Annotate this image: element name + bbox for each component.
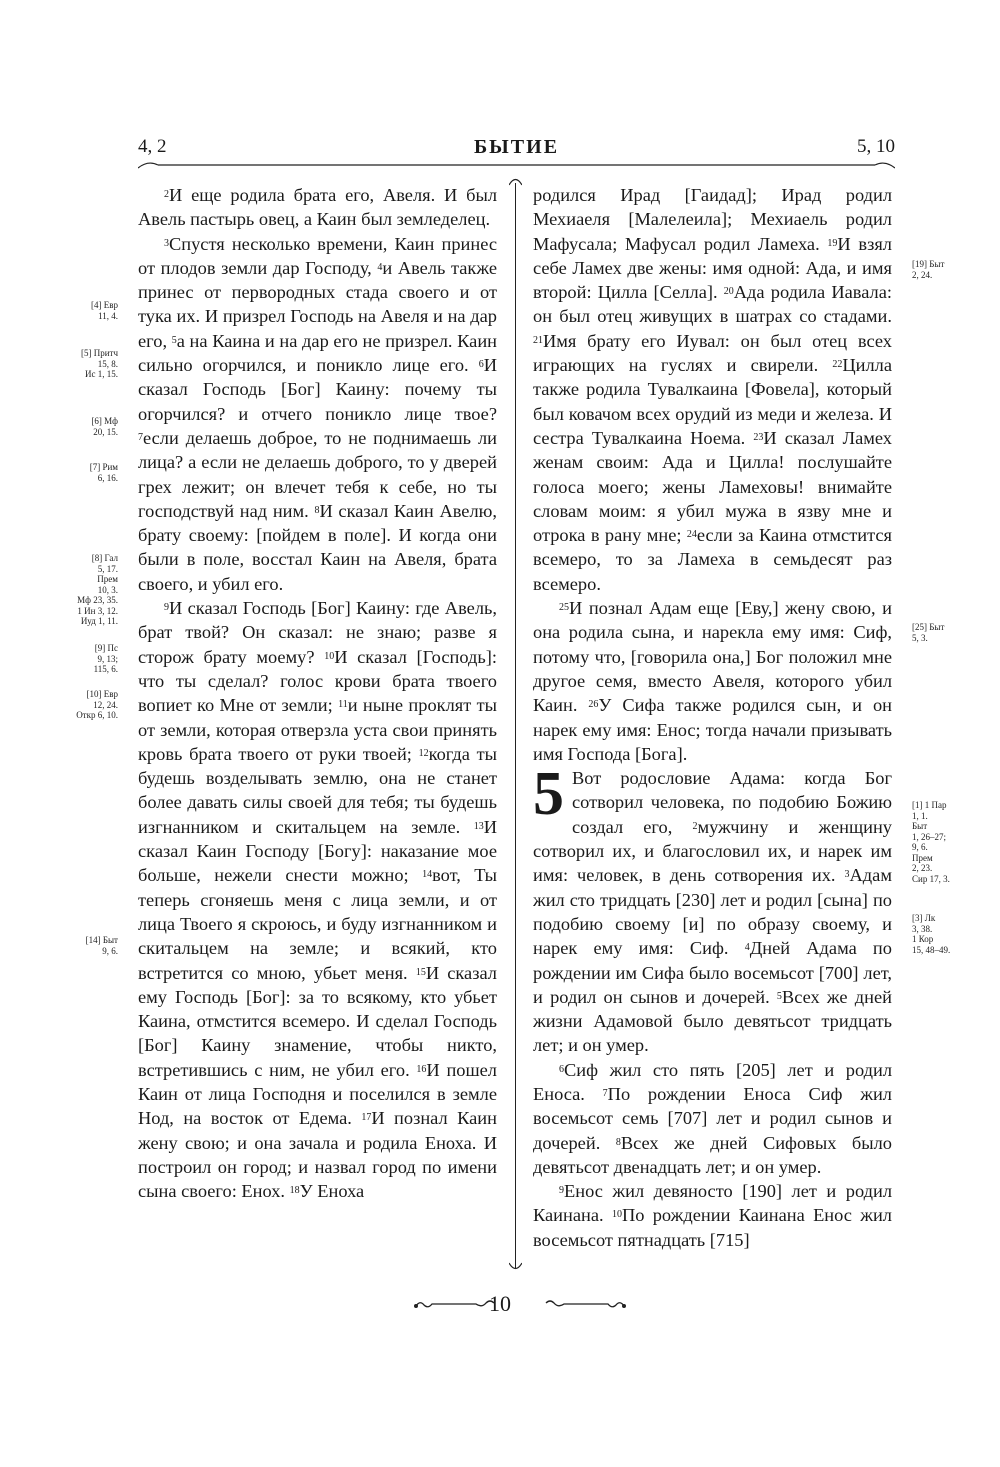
- verse-text: если за Каина отмстится всемеро, то за Ламеха в семьдесят раз всемеро.: [533, 525, 892, 594]
- cross-reference-note: [14] Быт 9, 6.: [85, 935, 118, 956]
- cross-reference-note: [9] Пс 9, 13; 115, 6.: [93, 643, 118, 674]
- verse-number: 18: [289, 1185, 300, 1197]
- right-text-column: [533, 183, 892, 1273]
- verse-text: Имя брату его Иувал: он был отец всех играющих на гуслях и свирели.: [533, 330, 892, 376]
- verse-number: 4: [744, 942, 750, 954]
- verse-text: У Еноха: [299, 1181, 365, 1202]
- cross-reference-note: [5] Притч 15, 8. Ис 1, 15.: [80, 348, 118, 379]
- verse-number: 12: [418, 747, 429, 759]
- verse-text: Дней Адама по рождении им Сифа было восемьсот [700] лет, и родил он сынов и дочерей.: [533, 938, 892, 1007]
- verse-number: 6: [559, 1063, 564, 1075]
- footer-right-ornament: [544, 1297, 628, 1311]
- verse-text: И сказал ему Господь [Бог]: за то всякому, кто убьет Каина, отмстится всемеро. И сделал Господь [Бог] Каину знамение, чтобы никто, встретившись с ним, не убил его.: [138, 962, 497, 1080]
- left-text-column: [138, 183, 497, 1273]
- verse-text: У Сифа также родился сын, и он нарек ему имя: Енос; тогда начали призывать имя Господа [Бога].: [533, 695, 892, 764]
- verse-number: 24: [686, 529, 697, 541]
- header-right-reference: 5, 10: [857, 136, 895, 157]
- verse-text: Ада родила Иавала: он был отец живущих в шатрах со стадами.: [533, 282, 892, 327]
- page-footer: [0, 1285, 1000, 1325]
- verse-number: 6: [478, 359, 484, 371]
- verse-number: 23: [753, 431, 764, 443]
- verse-number: 17: [361, 1112, 372, 1124]
- header-rule-ornament: [138, 160, 895, 172]
- verse-number: 2: [164, 189, 169, 200]
- cross-reference-note: [3] Лк 3, 38. 1 Кор 15, 48–49.: [912, 913, 951, 955]
- verse-number: 5: [171, 334, 177, 346]
- verse-text: По рождении Еноса Сиф жил восемьсот семь [707] лет и родил сынов и дочерей.: [533, 1083, 892, 1153]
- verse-number: 11: [338, 699, 348, 711]
- cross-reference-note: [4] Евр 11, 4.: [91, 300, 118, 321]
- verse-text: И сказал [Господь]: что ты сделал? голос крови брата твоего вопиет ко Мне от земли;: [138, 646, 497, 716]
- verse-number: 10: [324, 650, 335, 662]
- paragraph: [533, 596, 892, 766]
- divider-bottom-ornament: [509, 1262, 522, 1272]
- verse-text: И познал Адам еще [Еву,] жену свою, и она родила сына, и нарекла ему имя: Сиф, потому что, [говорила она,] Бог положил мне другое семя, вместо Авеля, которого убил Каин.: [533, 598, 892, 716]
- verse-text: мужчину и женщину сотворил их, и благословил их, и нарек им имя: человек, в день сотворения их.: [533, 816, 892, 886]
- verse-number: 2: [692, 820, 698, 832]
- paragraph: [138, 596, 497, 1203]
- verse-number: 8: [615, 1136, 621, 1148]
- verse-text: а на Каина и на дар его не призрел. Каин сильно огорчился, и поникло лице его.: [138, 330, 497, 376]
- cross-reference-note: [25] Быт 5, 3.: [912, 622, 945, 643]
- verse-number: 26: [588, 699, 599, 711]
- verse-number: 7: [138, 431, 143, 443]
- verse-number: 5: [776, 990, 782, 1002]
- verse-number: 25: [559, 602, 569, 614]
- verse-number: 10: [611, 1209, 622, 1221]
- verse-text: И познал Каин жену свою; и она зачала и родила Еноха. И построил он город; и назвал город по имени сына своего: Енох.: [138, 1108, 497, 1202]
- verse-text: И сказал Каин Господу [Богу]: наказание мое больше, нежели снести можно;: [138, 816, 497, 886]
- cross-reference-note: [7] Рим 6, 16.: [89, 462, 118, 483]
- paragraph: [533, 183, 892, 596]
- chapter-number: 5: [533, 760, 564, 829]
- page-number: 10: [489, 1291, 511, 1316]
- column-divider: [515, 183, 516, 1268]
- verse-number: 9: [559, 1185, 564, 1197]
- verse-number: 21: [533, 334, 543, 346]
- verse-text: Сиф жил сто пять [205] лет и родил Еноса.: [533, 1059, 892, 1104]
- verse-text: И сказал Ламех женам своим: Ада и Цилла! послушайте голоса моего; жены Ламеховы! внимайте словам моим: я убил мужа в язву мне и отрока в рану мне;: [533, 427, 892, 546]
- verse-text: если делаешь доброе, то не поднимаешь ли лица? а если не делаешь доброго, то у дверей грех лежит; он влечет тебя к себе, но ты господствуй над ним.: [138, 427, 497, 521]
- verse-number: 14: [422, 869, 433, 881]
- cross-reference-note: [19] Быт 2, 24.: [912, 259, 945, 280]
- verse-number: 15: [415, 966, 426, 978]
- paragraph: [533, 1179, 892, 1252]
- verse-text: И взял себе Ламех две жены: имя одной: Ада, и имя второй: Цилла [Селла].: [533, 233, 892, 303]
- paragraph: [138, 232, 497, 596]
- cross-reference-note: [10] Евр 12, 24. Откр 6, 10.: [76, 689, 118, 720]
- verse-text: И сказал Господь [Бог] Каину: почему ты огорчился? и отчего поникло лице твое?: [138, 355, 497, 424]
- verse-text: Всех же дней Сифовых было девятьсот двенадцать лет; и он умер.: [533, 1132, 892, 1177]
- verse-number: 8: [314, 504, 320, 516]
- verse-text: И еще родила брата его, Авеля. И был Авель пастырь овец, а Каин был земледелец.: [138, 185, 497, 230]
- verse-text: И сказал Каин Авелю, брату своему: [пойдем в поле]. И когда они были в поле, восстал Каин на Авеля, брата своего, и убил его.: [138, 500, 497, 594]
- verse-text: и ныне проклят ты от земли, которая отверзла уста свои принять кровь брата твоего от руки твоей;: [138, 695, 497, 764]
- cross-reference-note: [6] Мф 20, 15.: [91, 416, 118, 437]
- verse-number: 13: [473, 820, 484, 832]
- verse-number: 19: [827, 237, 838, 249]
- verse-text: По рождении Каинана Енос жил восемьсот пятнадцать [715]: [533, 1205, 892, 1250]
- verse-text: Енос жил девяносто [190] лет и родил Каинана.: [533, 1181, 892, 1226]
- verse-text: и Авель также принес от первородных стада своего и от тука их. И призрел Господь на Авеля и на дар его,: [138, 257, 497, 351]
- paragraph: [138, 183, 497, 232]
- verse-text: Всех же дней жизни Адамовой было девятьсот тридцать лет; и он умер.: [533, 986, 892, 1056]
- divider-top-ornament: [509, 176, 522, 186]
- verse-text: И пошел Каин от лица Господня и поселился в земле Нод, на восток от Едема.: [138, 1059, 497, 1129]
- book-title: БЫТИЕ: [473, 136, 560, 158]
- verse-number: 22: [832, 359, 843, 371]
- verse-number: 20: [723, 286, 734, 298]
- verse-text: Адам жил сто тридцать [230] лет и родил [сына] по подобию своему [и] по образу своему, и нарек ему имя: Сиф.: [533, 865, 892, 959]
- chapter-opening-paragraph: [533, 760, 892, 1058]
- header-left-reference: 4, 2: [138, 136, 167, 157]
- cross-reference-note: [8] Гал 5, 17. Прем 10, 3. Мф 23, 35. 1 Ин 3, 12. Иуд 1, 11.: [77, 553, 118, 626]
- verse-number: 3: [844, 869, 850, 881]
- verse-number: 16: [416, 1063, 427, 1075]
- verse-text: Вот родословие Адама: когда Бог сотворил человека, по подобию Божию создал его,: [572, 768, 892, 837]
- verse-number: 7: [602, 1087, 608, 1099]
- verse-text: Цилла также родила Тувалкаина [Фовела], который был ковачом всех орудий из меди и железа. И сестра Тувалкаина Ноема.: [533, 355, 892, 448]
- verse-text: И сказал Господь [Бог] Каину: где Авель, брат твой? Он сказал: не знаю; разве я сторож брату моему?: [138, 598, 497, 667]
- verse-number: 4: [377, 261, 383, 273]
- verse-number: 9: [164, 602, 169, 614]
- verse-number: 3: [164, 237, 169, 249]
- paragraph: [533, 1058, 892, 1179]
- verse-text: когда ты будешь возделывать землю, она не станет более давать силы своей для тебя; ты будешь изгнанником и скитальцем на земле.: [138, 743, 497, 837]
- verse-text: Спустя несколько времени, Каин принес от плодов земли дар Господу,: [138, 233, 497, 278]
- verse-text: родился Ирад [Гаидад]; Ирад родил Мехиаеля [Малелеила]; Мехиаель родил Мафусала; Мафусал родил Ламеха.: [533, 185, 892, 254]
- verse-text: вот, Ты теперь сгоняешь меня с лица земли, и от лица Твоего я скроюсь, и буду изгнанником и скитальцем на земле; и всякий, кто встретится со мною, убьет меня.: [138, 865, 497, 983]
- cross-reference-note: [1] 1 Пар 1, 1. Быт 1, 26–27; 9, 6. Прем 2, 23. Сир 17, 3.: [912, 800, 950, 884]
